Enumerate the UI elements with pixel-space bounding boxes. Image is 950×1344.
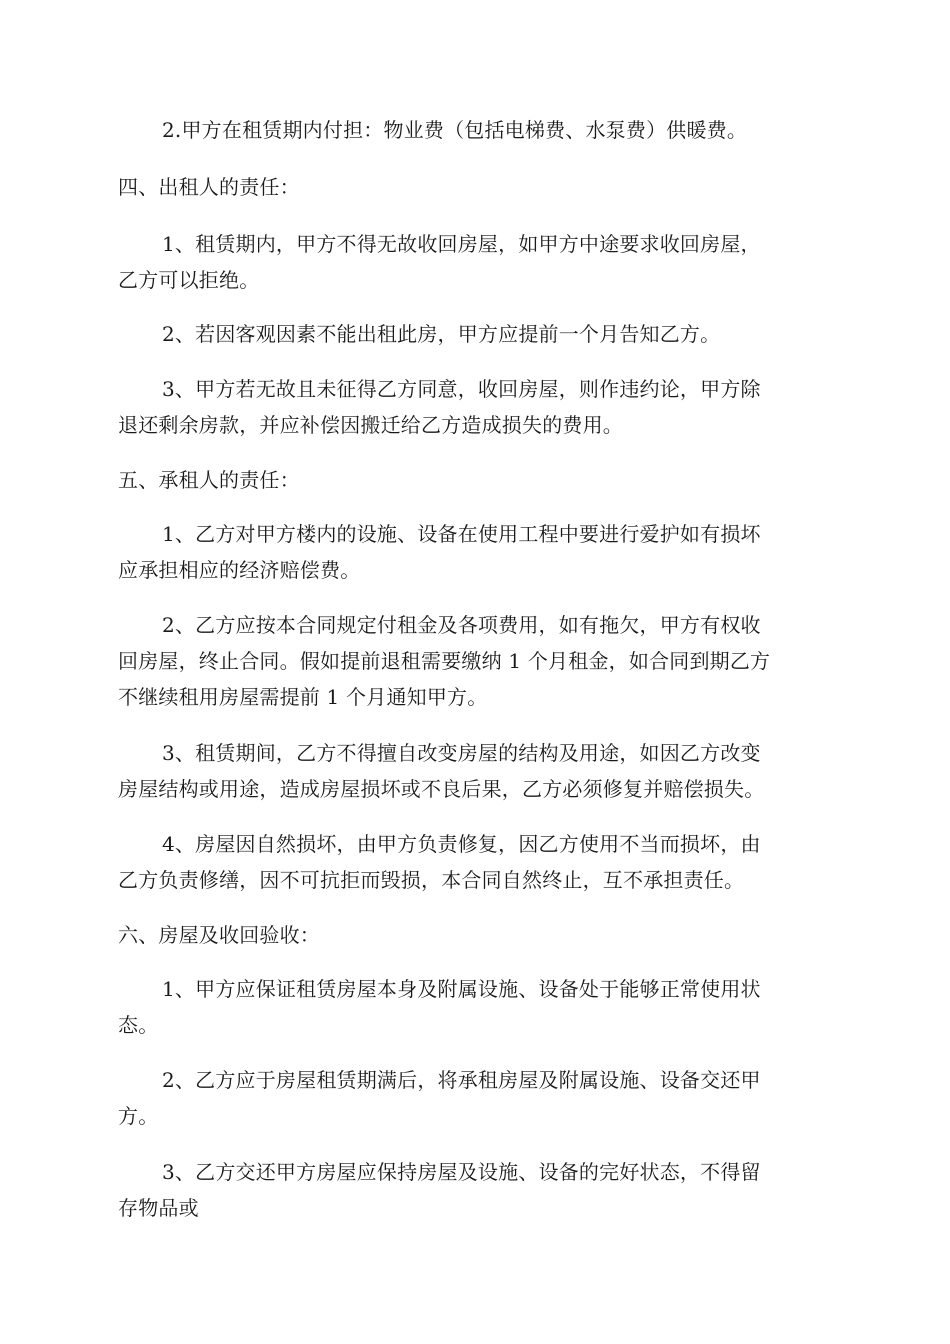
section-heading-5: 五、承租人的责任： [118, 468, 300, 492]
paragraph-line: 1、甲方应保证租赁房屋本身及附属设施、设备处于能够正常使用状 [162, 977, 761, 1001]
paragraph-line: 房屋结构或用途，造成房屋损坏或不良后果，乙方必须修复并赔偿损失。 [118, 777, 765, 801]
paragraph-line: 回房屋，终止合同。假如提前退租需要缴纳 1 个月租金，如合同到期乙方 [118, 649, 771, 673]
paragraph-line: 乙方负责修缮，因不可抗拒而毁损，本合同自然终止，互不承担责任。 [118, 868, 745, 892]
paragraph-line: 4、房屋因自然损坏，由甲方负责修复，因乙方使用不当而损坏，由 [162, 832, 761, 856]
paragraph-line: 1、租赁期内，甲方不得无故收回房屋，如甲方中途要求收回房屋， [162, 232, 761, 256]
paragraph-line: 态。 [118, 1013, 159, 1037]
section-heading-4: 四、出租人的责任： [118, 175, 300, 199]
paragraph-line: 1、乙方对甲方楼内的设施、设备在使用工程中要进行爱护如有损坏 [162, 522, 761, 546]
paragraph-line: 方。 [118, 1104, 159, 1128]
paragraph-line: 2、乙方应按本合同规定付租金及各项费用，如有拖欠，甲方有权收 [162, 613, 761, 637]
section-heading-6: 六、房屋及收回验收： [118, 923, 320, 947]
paragraph-line: 2、若因客观因素不能出租此房，甲方应提前一个月告知乙方。 [162, 322, 721, 346]
paragraph-line: 3、乙方交还甲方房屋应保持房屋及设施、设备的完好状态，不得留 [162, 1160, 761, 1184]
paragraph-line: 退还剩余房款，并应补偿因搬迁给乙方造成损失的费用。 [118, 413, 623, 437]
paragraph-line: 应承担相应的经济赔偿费。 [118, 558, 361, 582]
paragraph-line: 3、租赁期间，乙方不得擅自改变房屋的结构及用途，如因乙方改变 [162, 741, 761, 765]
paragraph-line: 不继续租用房屋需提前 1 个月通知甲方。 [118, 685, 488, 709]
paragraph-line: 3、甲方若无故且未征得乙方同意，收回房屋，则作违约论，甲方除 [162, 377, 761, 401]
paragraph-line: 2、乙方应于房屋租赁期满后，将承租房屋及附属设施、设备交还甲 [162, 1068, 761, 1092]
paragraph-line: 2.甲方在租赁期内付担：物业费（包括电梯费、水泵费）供暖费。 [162, 118, 748, 142]
paragraph-line: 存物品或 [118, 1196, 199, 1220]
paragraph-line: 乙方可以拒绝。 [118, 268, 260, 292]
